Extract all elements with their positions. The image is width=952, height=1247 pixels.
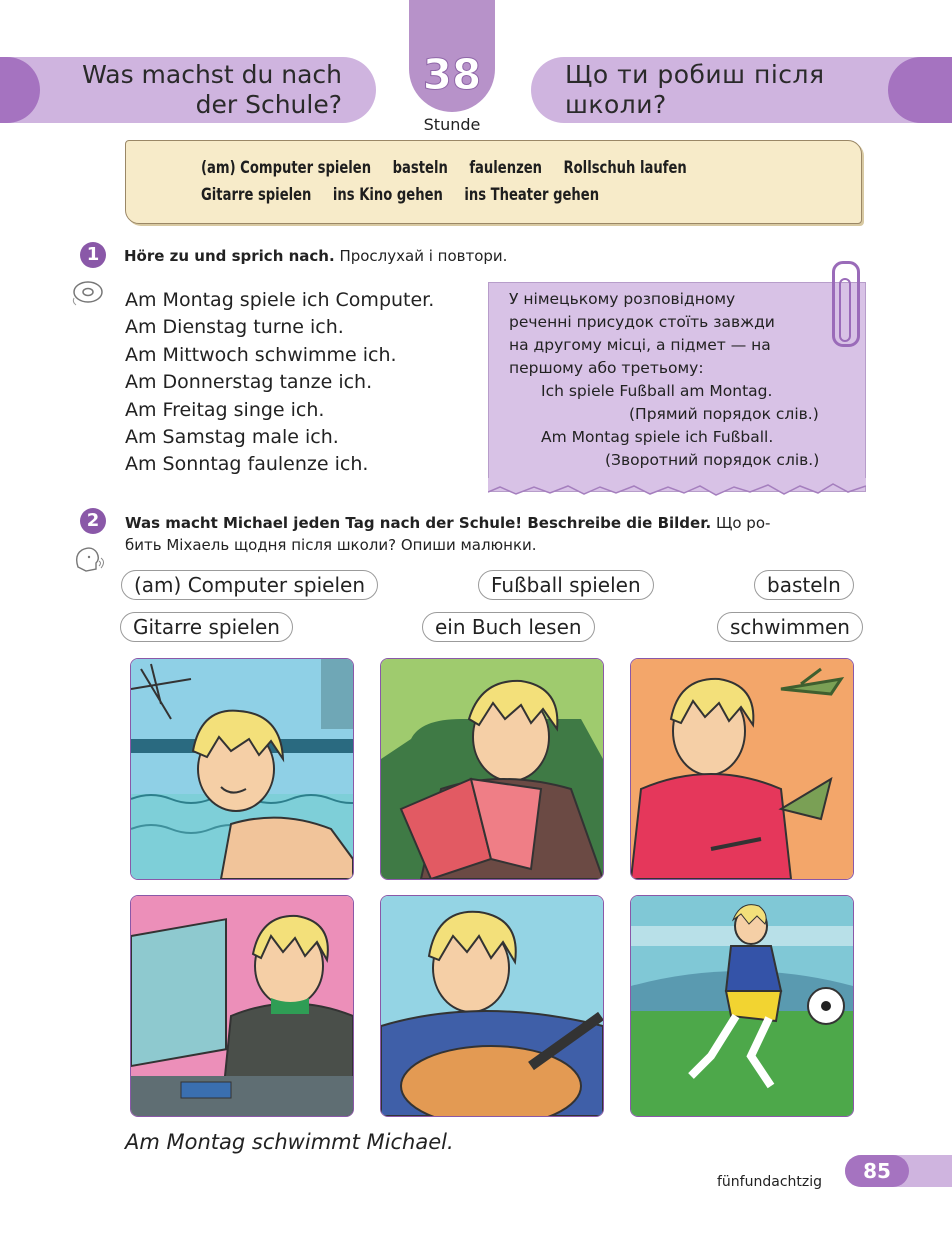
cd-audio-icon[interactable] bbox=[70, 278, 106, 312]
vocab-item: faulenzen bbox=[469, 158, 543, 178]
sentence: Am Sonntag faulenze ich. bbox=[125, 453, 369, 476]
sentence: Am Freitag singe ich. bbox=[125, 398, 325, 421]
title-ua bbox=[565, 60, 825, 120]
instruction-ua: Прослухай і повтори. bbox=[334, 247, 508, 265]
vocab-row-2 bbox=[201, 185, 599, 205]
picture-reading bbox=[380, 658, 604, 880]
sentence-list bbox=[125, 287, 434, 479]
instruction-de: Was macht Michael jeden Tag nach der Schule! Beschreibe die Bilder. bbox=[125, 514, 712, 532]
vocab-item: ins Kino gehen bbox=[332, 185, 443, 205]
phrase-pill: basteln bbox=[754, 570, 854, 600]
vocabulary-scroll bbox=[125, 140, 862, 224]
banner-right-accent bbox=[888, 57, 952, 123]
note-line: У німецькому розповідному bbox=[509, 290, 736, 308]
page-number-word: fünfundachtzig bbox=[717, 1174, 822, 1190]
instruction-ua: Що ро- bbox=[711, 514, 771, 532]
vocab-item: (am) Computer spielen bbox=[201, 158, 372, 178]
title-de bbox=[82, 60, 342, 120]
title-ua-line2: школи? bbox=[565, 90, 667, 119]
note-example-label: (Прямий порядок слів.) bbox=[629, 405, 819, 423]
phrase-pill: Fußball spielen bbox=[478, 570, 654, 600]
note-line: реченні присудок стоїть завжди bbox=[509, 313, 775, 331]
sentence: Am Montag spiele ich Computer. bbox=[125, 289, 435, 311]
instruction-de: Höre zu und sprich nach. bbox=[124, 247, 335, 265]
exercise-2-instruction bbox=[125, 512, 865, 556]
exercise-2-number: 2 bbox=[80, 508, 106, 534]
exercise-1-number: 1 bbox=[80, 242, 106, 268]
note-example: Ich spiele Fußball am Montag. bbox=[541, 382, 773, 400]
picture-swimming bbox=[130, 658, 354, 880]
example-answer: Am Montag schwimmt Michael. bbox=[125, 1130, 454, 1154]
note-body bbox=[509, 288, 819, 472]
paperclip-inner bbox=[839, 278, 851, 342]
title-de-line2: der Schule? bbox=[195, 90, 342, 119]
vocab-item: Gitarre spielen bbox=[201, 185, 312, 205]
instruction-ua-line-2: бить Міхаель щодня після школи? Опиши малюнки. bbox=[125, 536, 537, 554]
vocab-row-1 bbox=[201, 158, 687, 178]
title-de-line1: Was machst du nach bbox=[82, 60, 342, 89]
note-example-label: (Зворотний порядок слів.) bbox=[605, 451, 820, 469]
page-number: 85 bbox=[845, 1155, 909, 1187]
sentence: Am Samstag male ich. bbox=[125, 426, 339, 449]
lesson-tab bbox=[409, 0, 495, 112]
note-line: першому або третьому: bbox=[509, 359, 704, 377]
lesson-label: Stunde bbox=[423, 115, 481, 134]
instruction-line-1 bbox=[125, 512, 865, 534]
sentence: Am Donnerstag tanze ich. bbox=[125, 371, 373, 394]
title-ua-line1: Що ти робиш після bbox=[565, 60, 825, 89]
picture-computer bbox=[130, 895, 354, 1117]
title-banner-de bbox=[0, 57, 376, 123]
picture-football bbox=[630, 895, 854, 1117]
phrase-pill: schwimmen bbox=[717, 612, 863, 642]
vocab-item: ins Theater gehen bbox=[464, 185, 600, 205]
picture-guitar bbox=[380, 895, 604, 1117]
picture-crafting bbox=[630, 658, 854, 880]
phrase-pill: ein Buch lesen bbox=[422, 612, 595, 642]
sentence: Am Mittwoch schwimme ich. bbox=[125, 343, 397, 366]
sentence: Am Dienstag turne ich. bbox=[125, 316, 344, 339]
phrase-pill: (am) Computer spielen bbox=[121, 570, 378, 600]
grammar-note bbox=[488, 282, 866, 492]
lesson-number: 38 bbox=[422, 50, 482, 99]
phrase-pill: Gitarre spielen bbox=[120, 612, 293, 642]
note-example: Am Montag spiele ich Fußball. bbox=[541, 428, 774, 446]
vocab-item: basteln bbox=[392, 158, 448, 178]
torn-edge bbox=[488, 478, 866, 498]
exercise-1-instruction bbox=[124, 245, 507, 267]
note-line: на другому місці, а підмет — на bbox=[509, 336, 771, 354]
speaking-head-icon bbox=[72, 545, 106, 579]
vocab-item: Rollschuh laufen bbox=[563, 158, 687, 178]
